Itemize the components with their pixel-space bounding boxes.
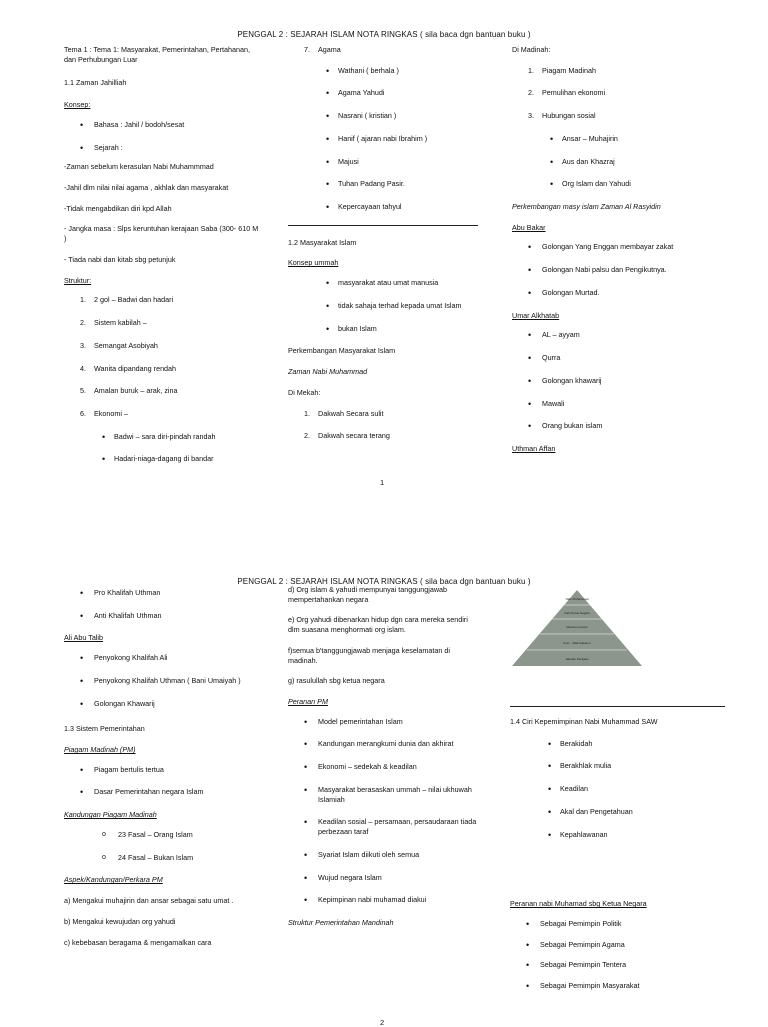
sosial-list	[512, 134, 712, 189]
text-line: - Tiada nabi dan kitab sbg petunjuk	[64, 254, 176, 264]
ummah-list	[288, 278, 478, 333]
agama-list	[288, 66, 478, 212]
list-item: • Hadari-niaga-dagang di bandar	[64, 454, 259, 464]
page-number: 1	[380, 478, 385, 487]
list-item: 2. Sistem kabilah –	[80, 318, 147, 328]
perkembangan-heading: Perkembangan Masyarakat Islam	[288, 346, 396, 356]
abu-bakar-list	[512, 242, 712, 297]
list-item: • Pro Khalifah Uthman	[64, 588, 264, 598]
list-item: • Badwi – sara diri-pindah randah	[64, 432, 259, 442]
list-item: • tidak sahaja terhad kepada umat Islam	[288, 301, 478, 311]
text-line: d) Org islam & yahudi mempunyai tanggungjawab mempertahankan negara	[288, 585, 448, 604]
ali-heading: Ali Abu Talib	[64, 633, 104, 643]
konsep-ummah-heading: Konsep ummah	[288, 258, 339, 268]
list-item: • Wujud negara Islam	[288, 873, 478, 883]
list-item: 1. 2 gol – Badwi dan hadari	[80, 295, 174, 305]
list-item: • Majusi	[288, 157, 478, 167]
list-item: • Kepercayaan tahyul	[288, 202, 478, 212]
list-item: • Golongan Khawarij	[64, 699, 264, 709]
list-item: • Piagam bertulis tertua	[64, 765, 264, 775]
list-item: 4. Wanita dipandang rendah	[80, 363, 177, 373]
piagam-heading: Piagam Madinah (PM)	[64, 745, 136, 755]
umar-list	[512, 330, 712, 431]
section-divider	[510, 706, 725, 707]
ekonomi-list	[64, 432, 259, 464]
text-line: - Jangka masa : Slps keruntuhan kerajaan Saba (300- 610 M )	[64, 224, 259, 244]
list-item: • Sebagai Pemimpin Agama	[510, 940, 725, 950]
list-item: • Kandungan merangkumi dunia dan akhirat	[288, 739, 478, 749]
list-item: • Penyokong Khalifah Uthman ( Bani Umaiyah )	[64, 676, 264, 686]
piagam-list	[64, 765, 264, 797]
list-item: • Ansar – Muhajirin	[512, 134, 712, 144]
peranan-nabi-list	[510, 919, 725, 991]
pyramid-level-1: Nabi Muhammad	[565, 597, 589, 601]
list-item: 5. Amalan buruk – arak, zina	[80, 386, 178, 396]
text-line: -Tidak mengabdikan diri kpd Allah	[64, 203, 172, 213]
list-item: • Golongan khawarij	[512, 376, 712, 386]
list-item: 3. Hubungan sosial	[528, 111, 596, 121]
konsep-list	[64, 120, 259, 152]
list-item: • Golongan Yang Enggan membayar zakat	[512, 242, 712, 252]
list-item: • Kepahlawanan	[510, 830, 725, 840]
pyramid-level-5: Jabatan Kerajaan	[565, 657, 589, 661]
list-item: 2. Pemulihan ekonomi	[528, 88, 606, 98]
list-item: • Keadilan sosial – persamaan, persaudaraan tiada perbezaan taraf	[288, 817, 478, 836]
list-item: • Anti Khalifah Uthman	[64, 611, 264, 621]
text-line: -Jahil dlm nilai nilai agama , akhlak dan masyarakat	[64, 183, 229, 193]
pyramid-level-3: Mentari-mentari	[566, 625, 588, 629]
di-mekah-heading: Di Mekah:	[288, 387, 321, 397]
kandungan-list	[64, 830, 264, 862]
page-header: PENGGAL 2 : SEJARAH ISLAM NOTA RINGKAS ( sila baca dgn bantuan buku )	[237, 30, 531, 39]
struktur-pemerintahan-heading: Struktur Pemerintahan Mandinah	[288, 917, 394, 927]
pyramid-level-2: Nabi Ketua Negara	[564, 611, 590, 615]
list-item: • Model pemerintahan Islam	[288, 717, 478, 727]
list-item: • Akal dan Pengetahuan	[510, 807, 725, 817]
section-1-3-heading: 1.3 Sistem Pemerintahan	[64, 724, 145, 734]
list-item: • Nasrani ( kristian )	[288, 111, 478, 121]
list-item: • Hanif ( ajaran nabi Ibrahim )	[288, 134, 478, 144]
madinah-list	[512, 66, 712, 121]
ciri-list	[510, 739, 725, 840]
mekah-list	[288, 409, 478, 441]
list-item: • Orang bukan islam	[512, 421, 712, 431]
uthman-list	[64, 588, 264, 620]
text-line: a) Mengakui muhajirin dan ansar sebagai satu umat .	[64, 896, 234, 906]
list-item: o 24 Fasal – Bukan Islam	[64, 853, 264, 863]
struktur-list	[64, 295, 259, 418]
list-item: • Org Islam dan Yahudi	[512, 179, 712, 189]
section-1-4-heading: 1.4 Ciri Kepemimpinan Nabi Muhammad SAW	[510, 717, 658, 726]
list-item: • Bahasa : Jahil / bodoh/sesat	[64, 120, 259, 130]
ali-list	[64, 653, 264, 708]
struktur-heading: Struktur:	[64, 275, 92, 285]
page2-column-1	[64, 588, 264, 958]
text-line: g) rasulullah sbg ketua negara	[288, 676, 385, 686]
text-line: b) Mengakui kewujudan org yahudi	[64, 916, 176, 926]
list-item: • Sejarah :	[64, 143, 259, 153]
section-1-2-heading: 1.2 Masyarakat Islam	[288, 237, 357, 247]
text-line: f)semua b'tanggungjawab menjaga keselamatan di madinah.	[288, 645, 450, 665]
list-item: • Masyarakat berasaskan ummah – nilai ukhuwah Islamiah	[288, 785, 478, 804]
list-item: • Keadilan	[510, 784, 725, 794]
pyramid-diagram	[510, 588, 644, 668]
tema-title: Tema 1 : Tema 1: Masyarakat, Pemerintahan, Pertahanan, dan Perhubungan Luar	[64, 45, 251, 64]
list-item: • Sebagai Pemimpin Masyarakat	[510, 981, 725, 991]
list-item: • Syariat Islam diikuti oleh semua	[288, 850, 478, 860]
section-1-1-heading: 1.1 Zaman Jahilliah	[64, 78, 127, 88]
list-item: • Berakhlak mulia	[510, 761, 725, 771]
list-item: • Golongan Murtad.	[512, 288, 712, 298]
text-line: c) kebebasan beragama & mengamalkan cara	[64, 937, 212, 947]
konsep-heading: Konsep:	[64, 100, 91, 110]
abu-bakar-heading: Abu Bakar	[512, 222, 546, 232]
list-item: 3. Semangat Asobiyah	[80, 340, 158, 350]
page2-column-2	[288, 585, 478, 939]
list-item: • Ekonomi – sedekah & keadilan	[288, 762, 478, 772]
page-header: PENGGAL 2 : SEJARAH ISLAM NOTA RINGKAS ( sila baca dgn bantuan buku )	[237, 577, 531, 586]
list-item: • Dasar Pemerintahan negara Islam	[64, 787, 264, 797]
list-item: • Berakidah	[510, 739, 725, 749]
text-line: e) Org yahudi dibenarkan hidup dgn cara mereka sendiri dlm suasana menghormati org islam.	[288, 615, 468, 635]
di-madinah-heading: Di Madinah:	[512, 45, 551, 54]
zaman-nabi-heading: Zaman Nabi Muhammad	[288, 367, 368, 377]
list-item: 2. Dakwah secara terang	[304, 431, 390, 441]
section-divider	[288, 225, 478, 226]
list-item: • Agama Yahudi	[288, 88, 478, 98]
list-item: 1. Piagam Madinah	[528, 65, 596, 75]
list-item: • Wathani ( berhala )	[288, 66, 478, 76]
uthman-heading: Uthman Affan	[512, 443, 556, 453]
list-item: • Tuhan Padang Pasir.	[288, 179, 478, 189]
list-item: • Sebagai Pemimpin Tentera	[510, 960, 725, 970]
page-2	[0, 572, 768, 1027]
list-item: • bukan Islam	[288, 324, 478, 334]
list-item: • Qurra	[512, 353, 712, 363]
list-item: • Penyokong Khalifah Ali	[64, 653, 264, 663]
kandungan-heading: Kandungan Piagam Madinah	[64, 810, 157, 820]
list-item: • masyarakat atau umat manusia	[288, 278, 478, 288]
page2-column-3	[510, 706, 725, 991]
page1-column-3	[512, 45, 712, 465]
agama-heading: 7. Agama	[304, 45, 341, 54]
aspek-heading: Aspek/Kandungan/Perkara PM	[64, 875, 163, 885]
list-item: • Aus dan Khazraj	[512, 157, 712, 167]
peranan-nabi-heading: Peranan nabi Muhamad sbg Ketua Negara	[510, 899, 647, 909]
list-item: 1. Dakwah Secara sulit	[304, 408, 384, 418]
list-item: • Sebagai Pemimpin Politik	[510, 919, 725, 929]
umar-heading: Umar Alkhatab	[512, 310, 560, 320]
list-item: 6. Ekonomi –	[80, 408, 128, 418]
perkembangan-rasyidin-heading: Perkembangan masy islam Zaman Al Rasyidin	[512, 202, 661, 212]
list-item: o 23 Fasal – Orang Islam	[64, 830, 264, 840]
pyramid-level-4: Amir – Wali Gabenor	[563, 641, 591, 645]
page1-column-1	[64, 45, 259, 477]
list-item: • Golongan Nabi palsu dan Pengikutnya.	[512, 265, 712, 275]
agama-heading-list	[288, 45, 478, 55]
page1-column-2	[288, 45, 478, 454]
text-line: -Zaman sebelum kerasulan Nabi Muhammmad	[64, 162, 214, 172]
list-item: • Kepimpinan nabi muhamad diakui	[288, 895, 478, 905]
page-number: 2	[380, 1018, 385, 1027]
list-item: • AL – ayyam	[512, 330, 712, 340]
list-item: • Mawali	[512, 399, 712, 409]
peranan-pm-list	[288, 717, 478, 905]
peranan-pm-heading: Peranan PM	[288, 697, 328, 707]
